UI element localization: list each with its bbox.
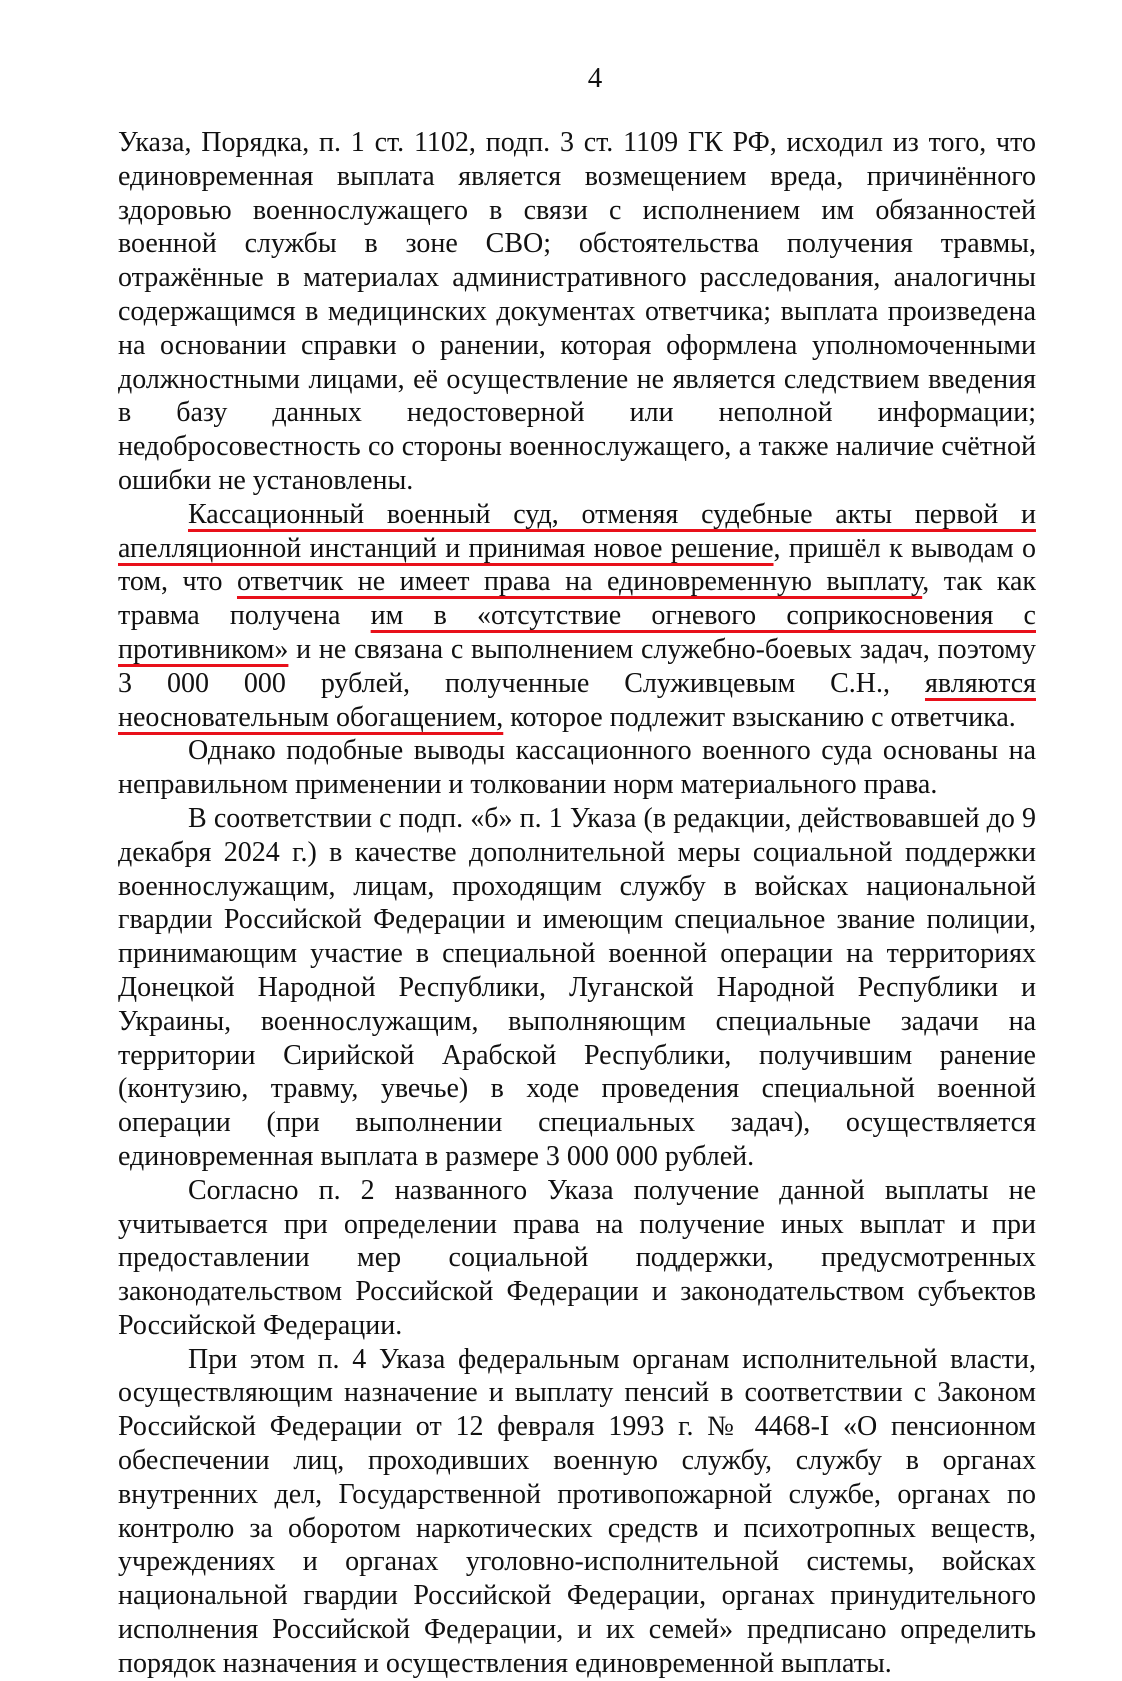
paragraph-6: При этом п. 4 Указа федеральным органам исполнительной власти, осуществляющим назначение и выплату пенсий в соответствии с Законом Российской Федерации от 12 февраля 1993 г. № 4468-I «О пенсионном обеспечении лиц, проходивших военную службу, службу в органах внутренних дел, Государственной противопожарной службе, органах по контролю за оборотом наркотических средств и психотропных веществ, учреждениях и органах уголовно-исполнительной системы, войсках национальной гвардии Российской Федерации, органах принудительного исполнения Российской Федерации, и их семей» предписано определить порядок назначения и осуществления единовременной выплаты.	[118, 1343, 1036, 1679]
underlined-phrase-2: ответчик не имеет права на единовременную выплату	[236, 566, 923, 598]
text-fragment-2: , так как травма получена	[118, 566, 1036, 632]
paragraph-4: В соответствии с подп. «б» п. 1 Указа (в редакции, действовавшей до 9 декабря 2024 г.) в качестве дополнительной меры социальной поддержки военнослужащим, лицам, проходящим службу в войсках национальной гвардии Российской Федерации и имеющим специальное звание полиции, принимающим участие в специальной военной операции на территориях Донецкой Народной Республики, Луганской Народной Республики и Украины, военнослужащим, выполняющим специальные задачи на территории Сирийской Арабской Республики, получившим ранение (контузию, травму, увечье) в ходе проведения специальной военной операции (при выполнении специальных задач), осуществляется единовременная выплата в размере 3 000 000 рублей.	[118, 802, 1036, 1172]
page-number: 4	[587, 62, 603, 94]
paragraph-1: Указа, Порядка, п. 1 ст. 1102, подп. 3 ст. 1109 ГК РФ, исходил из того, что единовременная выплата является возмещением вреда, причинённого здоровью военнослужащего в связи с исполнением им обязанностей военной службы в зоне СВО; обстоятельства получения травмы, отражённые в материалах административного расследования, аналогичны содержащимся в медицинских документах ответчика; выплата произведена на основании справки о ранении, которая оформлена уполномоченными должностными лицами, её осуществление не является следствием введения в базу данных недостоверной или неполной информации; недобросовестность со стороны военнослужащего, а также наличие счётной ошибки не установлены.	[118, 127, 1036, 496]
text-fragment-3: и не связана с выполнением служебно-боевых задач, поэтому 3 000 000 рублей, полученные Служивцевым С.Н.,	[118, 633, 1036, 699]
paragraph-3: Однако подобные выводы кассационного военного суда основаны на неправильном применении и толковании норм материального права.	[118, 735, 1036, 801]
paragraph-5: Согласно п. 2 названного Указа получение данной выплаты не учитывается при определении права на получение иных выплат и при предоставлении мер социальной поддержки, предусмотренных законодательством Российской Федерации и законодательством субъектов Российской Федерации.	[118, 1174, 1036, 1341]
text-fragment-1: , пришёл к выводам о том, что	[118, 532, 1036, 598]
underlined-phrase-1: Кассационный военный суд, отменяя судебные акты первой и апелляционной инстанций и принимая новое решение	[118, 498, 1036, 564]
underlined-phrase-3: им в «отсутствие огневого соприкосновения с противником»	[118, 600, 1036, 665]
underlined-phrase-4: являются неосновательным обогащением,	[118, 667, 1036, 733]
document-body	[118, 126, 1036, 1681]
text-fragment-4: которое подлежит взысканию с ответчика.	[503, 701, 1016, 733]
paragraph-2	[118, 498, 1036, 735]
